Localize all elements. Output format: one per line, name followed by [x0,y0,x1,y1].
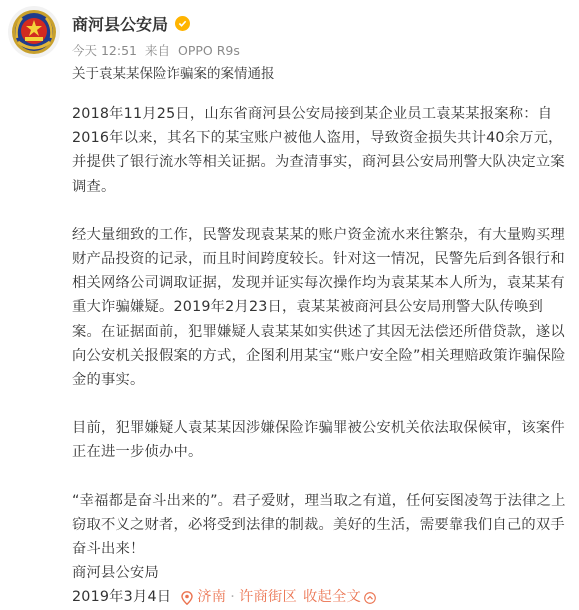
paragraph-3: 目前，犯罪嫌疑人袁某某因涉嫌保险诈骗罪被公安机关依法取保候审，该案件正在进一步侦办中。 [72,420,565,461]
post-header [0,0,579,92]
author-name[interactable]: 商河县公安局 [72,15,169,34]
location-separator: · [230,589,236,606]
post-meta [72,41,244,59]
author-row [72,12,190,35]
location-city[interactable]: 济南 [197,589,227,606]
avatar[interactable] [8,6,60,58]
signature: 商河县公安局 [72,565,159,582]
collapse-button[interactable]: 收起全文 [303,589,362,606]
verified-badge-icon [175,16,190,31]
chevron-up-icon[interactable] [364,592,376,604]
location-pin-icon [181,591,193,605]
paragraph-4: “幸福都是奋斗出来的”。君子爱财，理当取之有道，任何妄图凌驾于法律之上窃取不义之财者，必将受到法律的制裁。美好的生活，需要靠我们自己的双手奋斗出来！ [72,492,566,558]
source-device[interactable]: OPPO R9s [177,43,240,58]
paragraph-2: 经大量细致的工作，民警发现袁某某的账户资金流水来往繁杂，有大量购买理财产品投资的记录，而且时间跨度较长。针对这一情况，民警先后到各银行和相关网络公司调取证据，发现并证实每次操作均为袁某某本人所为，袁某某有重大诈骗嫌疑。2019年2月23日，袁某某被商河县公安局刑警大队传唤到案。在证据面前，犯罪嫌疑人袁某某如实供述了其因无法偿还所借贷款，遂以向公安机关报假案的方式，企图利用某宝“账户安全险”相关理赔政策诈骗保险金的事实。 [72,226,566,389]
location-district[interactable]: 许商街区 [239,589,298,606]
source-prefix: 来自 [144,43,170,58]
post-intro: 关于袁某某保险诈骗案的案情通报 [72,66,275,82]
post-footer [72,585,568,609]
post-time[interactable]: 今天 12:51 [72,43,137,58]
post-date: 2019年3月4日 [72,589,172,606]
police-emblem-icon [8,6,60,58]
post-body [72,102,568,610]
paragraph-1: 2018年11月25日，山东省商河县公安局接到某企业员工袁某某报案称：自2016年以来，其名下的某宝账户被他人盗用，导致资金损失共计40余万元，并提供了银行流水等相关证据。为查清事实，商河县公安局刑警大队决定立案调查。 [72,106,565,195]
